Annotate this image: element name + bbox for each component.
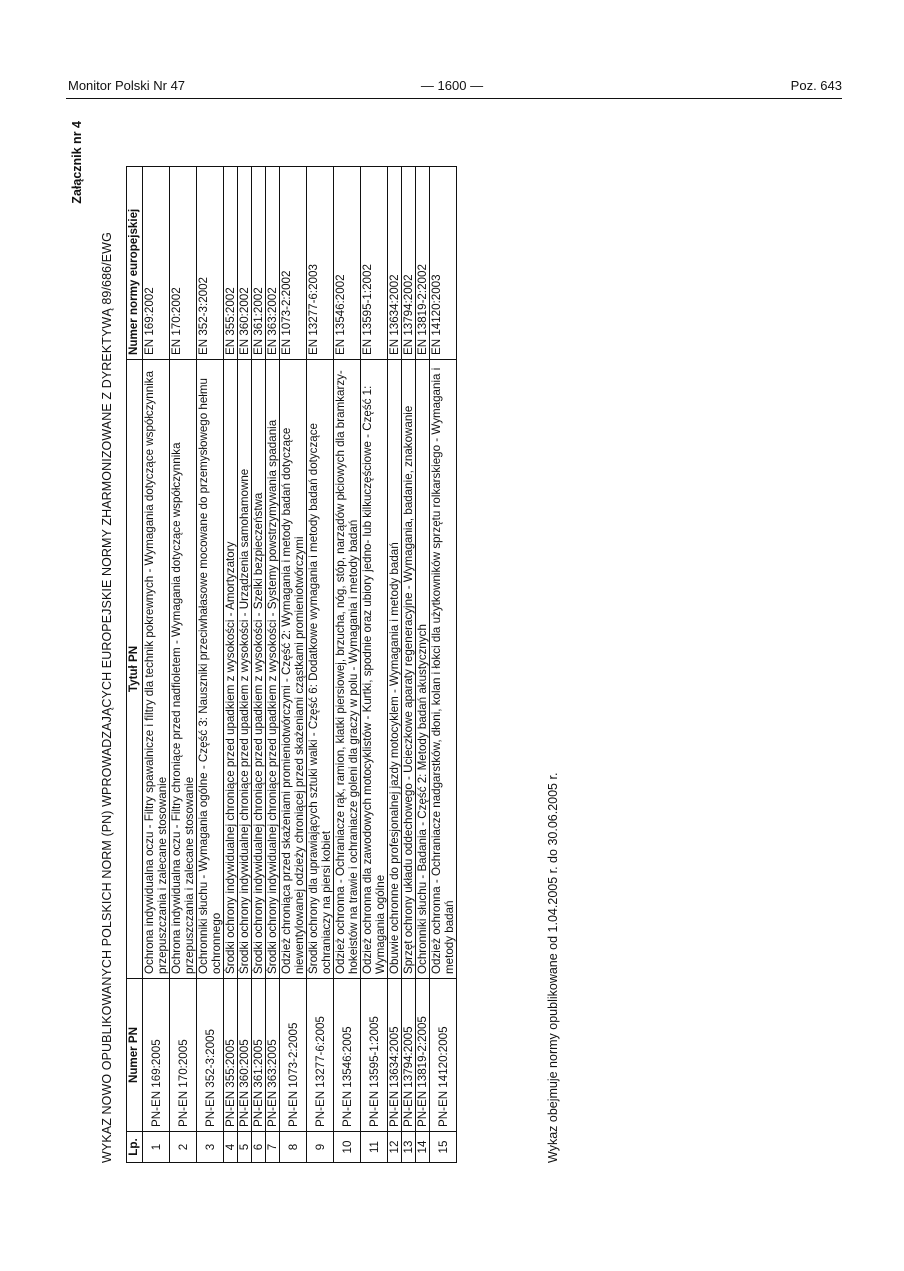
row-lp: 2 xyxy=(170,1132,197,1163)
table-header-row xyxy=(127,167,143,1163)
row-pn-title: Odzież ochronna - Ochraniacze rąk, ramion, klatki piersiowej, brzucha, nóg, stóp, narządów płciowych dla bramkarzy-hokeistów na trawie i ochraniacze goleni dla graczy w polu - Wymagania i metody badań xyxy=(334,360,361,979)
row-pn-number: PN-EN 170:2005 xyxy=(170,979,197,1132)
row-lp: 14 xyxy=(416,1132,430,1163)
table-row xyxy=(143,167,170,1163)
row-lp: 9 xyxy=(307,1132,334,1163)
table-row xyxy=(266,167,280,1163)
row-pn-number: PN-EN 13794:2005 xyxy=(402,979,416,1132)
row-pn-number: PN-EN 355:2005 xyxy=(224,979,238,1132)
row-eu-number: EN 13546:2002 xyxy=(334,167,361,360)
row-eu-number: EN 360:2002 xyxy=(238,167,252,360)
row-pn-number: PN-EN 361:2005 xyxy=(252,979,266,1132)
row-lp: 11 xyxy=(361,1132,388,1163)
row-eu-number: EN 170:2002 xyxy=(170,167,197,360)
col-header-lp: Lp. xyxy=(127,1132,143,1163)
row-lp: 8 xyxy=(280,1132,307,1163)
row-eu-number: EN 361:2002 xyxy=(252,167,266,360)
row-pn-title: Odzież ochronna - Ochraniacze nadgarstków, dłoni, kolan i łokci dla użytkowników sprzętu rolkarskiego - Wymagania i metody badań xyxy=(430,360,457,979)
row-lp: 7 xyxy=(266,1132,280,1163)
row-lp: 10 xyxy=(334,1132,361,1163)
row-eu-number: EN 13595-1:2002 xyxy=(361,167,388,360)
row-pn-number: PN-EN 169:2005 xyxy=(143,979,170,1132)
row-pn-title: Obuwie ochronne do profesjonalnej jazdy motocyklem - Wymagania i metody badań xyxy=(388,360,402,979)
table-row xyxy=(334,167,361,1163)
row-eu-number: EN 363:2002 xyxy=(266,167,280,360)
row-lp: 1 xyxy=(143,1132,170,1163)
row-pn-title: Ochrona indywidualna oczu - Filtry spawalnicze i filtry dla technik pokrewnych - Wymagania dotyczące współczynnika przepuszczania i zalecane stosowanie xyxy=(143,360,170,979)
row-lp: 13 xyxy=(402,1132,416,1163)
list-title: WYKAZ NOWO OPUBLIKOWANYCH POLSKICH NORM (PN) WPROWADZAJĄCYCH EUROPEJSKIE NORMY ZHARMONIZOWANE Z DYREKTYWĄ 89/686/EWG xyxy=(100,232,114,1163)
annex-label: Załącznik nr 4 xyxy=(70,121,84,204)
row-pn-title: Sprzęt ochrony układu oddechowego - Ucieczkowe aparaty regeneracyjne - Wymagania, badanie, znakowanie xyxy=(402,360,416,979)
row-pn-title: Ochrona indywidualna oczu - Filtry chroniące przed nadfioletem - Wymagania dotyczące współczynnika przepuszczania i zalecane stosowanie xyxy=(170,360,197,979)
row-pn-title: Środki ochrony indywidualnej chroniące przed upadkiem z wysokości - Urządzenia samohamowne xyxy=(238,360,252,979)
table-row xyxy=(388,167,402,1163)
row-pn-number: PN-EN 1073-2:2005 xyxy=(280,979,307,1132)
row-pn-title: Ochronniki słuchu - Wymagania ogólne - Część 3: Nauszniki przeciwhałasowe mocowane do przemysłowego hełmu ochronnego xyxy=(197,360,224,979)
row-pn-title: Odzież ochronna dla zawodowych motocyklistów - Kurtki, spodnie oraz ubiory jedno- lub kilkuczęściowe - Część 1: Wymagania ogólne xyxy=(361,360,388,979)
row-pn-title: Odzież chroniąca przed skażeniami promieniotwórczymi - Część 2: Wymagania i metody badań dotyczące niewentylowanej odzieży chroniącej przed skażeniami cząstkami promieniotwórczymi xyxy=(280,360,307,979)
row-lp: 12 xyxy=(388,1132,402,1163)
row-pn-number: PN-EN 13634:2005 xyxy=(388,979,402,1132)
page-number: — 1600 — xyxy=(420,78,484,93)
row-lp: 3 xyxy=(197,1132,224,1163)
rotated-content xyxy=(64,91,584,1171)
col-header-eu-number: Numer normy europejskiej xyxy=(127,167,143,360)
row-lp: 15 xyxy=(430,1132,457,1163)
table-row xyxy=(224,167,238,1163)
row-eu-number: EN 355:2002 xyxy=(224,167,238,360)
row-pn-number: PN-EN 13546:2005 xyxy=(334,979,361,1132)
row-eu-number: EN 13794:2002 xyxy=(402,167,416,360)
table-row xyxy=(252,167,266,1163)
row-pn-title: Środki ochrony dla uprawiających sztuki walki - Część 6: Dodatkowe wymagania i metody badań dotyczące ochraniaczy na piersi kobiet xyxy=(307,360,334,979)
row-eu-number: EN 13634:2002 xyxy=(388,167,402,360)
row-pn-number: PN-EN 13277-6:2005 xyxy=(307,979,334,1132)
position-number: Poz. 643 xyxy=(790,78,842,93)
table-row xyxy=(430,167,457,1163)
row-lp: 5 xyxy=(238,1132,252,1163)
norms-table xyxy=(126,166,457,1163)
row-lp: 4 xyxy=(224,1132,238,1163)
row-pn-number: PN-EN 363:2005 xyxy=(266,979,280,1132)
row-pn-title: Środki ochrony indywidualnej chroniące przed upadkiem z wysokości - Szelki bezpieczeństwa xyxy=(252,360,266,979)
table-row xyxy=(280,167,307,1163)
table-row xyxy=(170,167,197,1163)
col-header-pn-number: Numer PN xyxy=(127,979,143,1132)
journal-title: Monitor Polski Nr 47 xyxy=(68,78,186,93)
table-row xyxy=(416,167,430,1163)
table-row xyxy=(238,167,252,1163)
table-row xyxy=(197,167,224,1163)
row-pn-number: PN-EN 13595-1:2005 xyxy=(361,979,388,1132)
footnote: Wykaz obejmuje normy opublikowane od 1.04.2005 r. do 30.06.2005 r. xyxy=(546,772,560,1163)
row-pn-number: PN-EN 13819-2:2005 xyxy=(416,979,430,1132)
row-eu-number: EN 352-3:2002 xyxy=(197,167,224,360)
row-eu-number: EN 1073-2:2002 xyxy=(280,167,307,360)
row-lp: 6 xyxy=(252,1132,266,1163)
col-header-pn-title: Tytuł PN xyxy=(127,360,143,979)
table-row xyxy=(307,167,334,1163)
row-eu-number: EN 169:2002 xyxy=(143,167,170,360)
row-pn-title: Środki ochrony indywidualnej chroniące przed upadkiem z wysokości - Amortyzatory xyxy=(224,360,238,979)
row-pn-title: Ochronniki słuchu - Badania - Część 2: Metody badań akustycznych xyxy=(416,360,430,979)
table-row xyxy=(361,167,388,1163)
table-row xyxy=(402,167,416,1163)
row-eu-number: EN 13819-2:2002 xyxy=(416,167,430,360)
row-pn-title: Środki ochrony indywidualnej chroniące przed upadkiem z wysokości - Systemy powstrzymywania spadania xyxy=(266,360,280,979)
row-pn-number: PN-EN 14120:2005 xyxy=(430,979,457,1132)
row-eu-number: EN 14120:2003 xyxy=(430,167,457,360)
row-pn-number: PN-EN 352-3:2005 xyxy=(197,979,224,1132)
row-pn-number: PN-EN 360:2005 xyxy=(238,979,252,1132)
row-eu-number: EN 13277-6:2003 xyxy=(307,167,334,360)
